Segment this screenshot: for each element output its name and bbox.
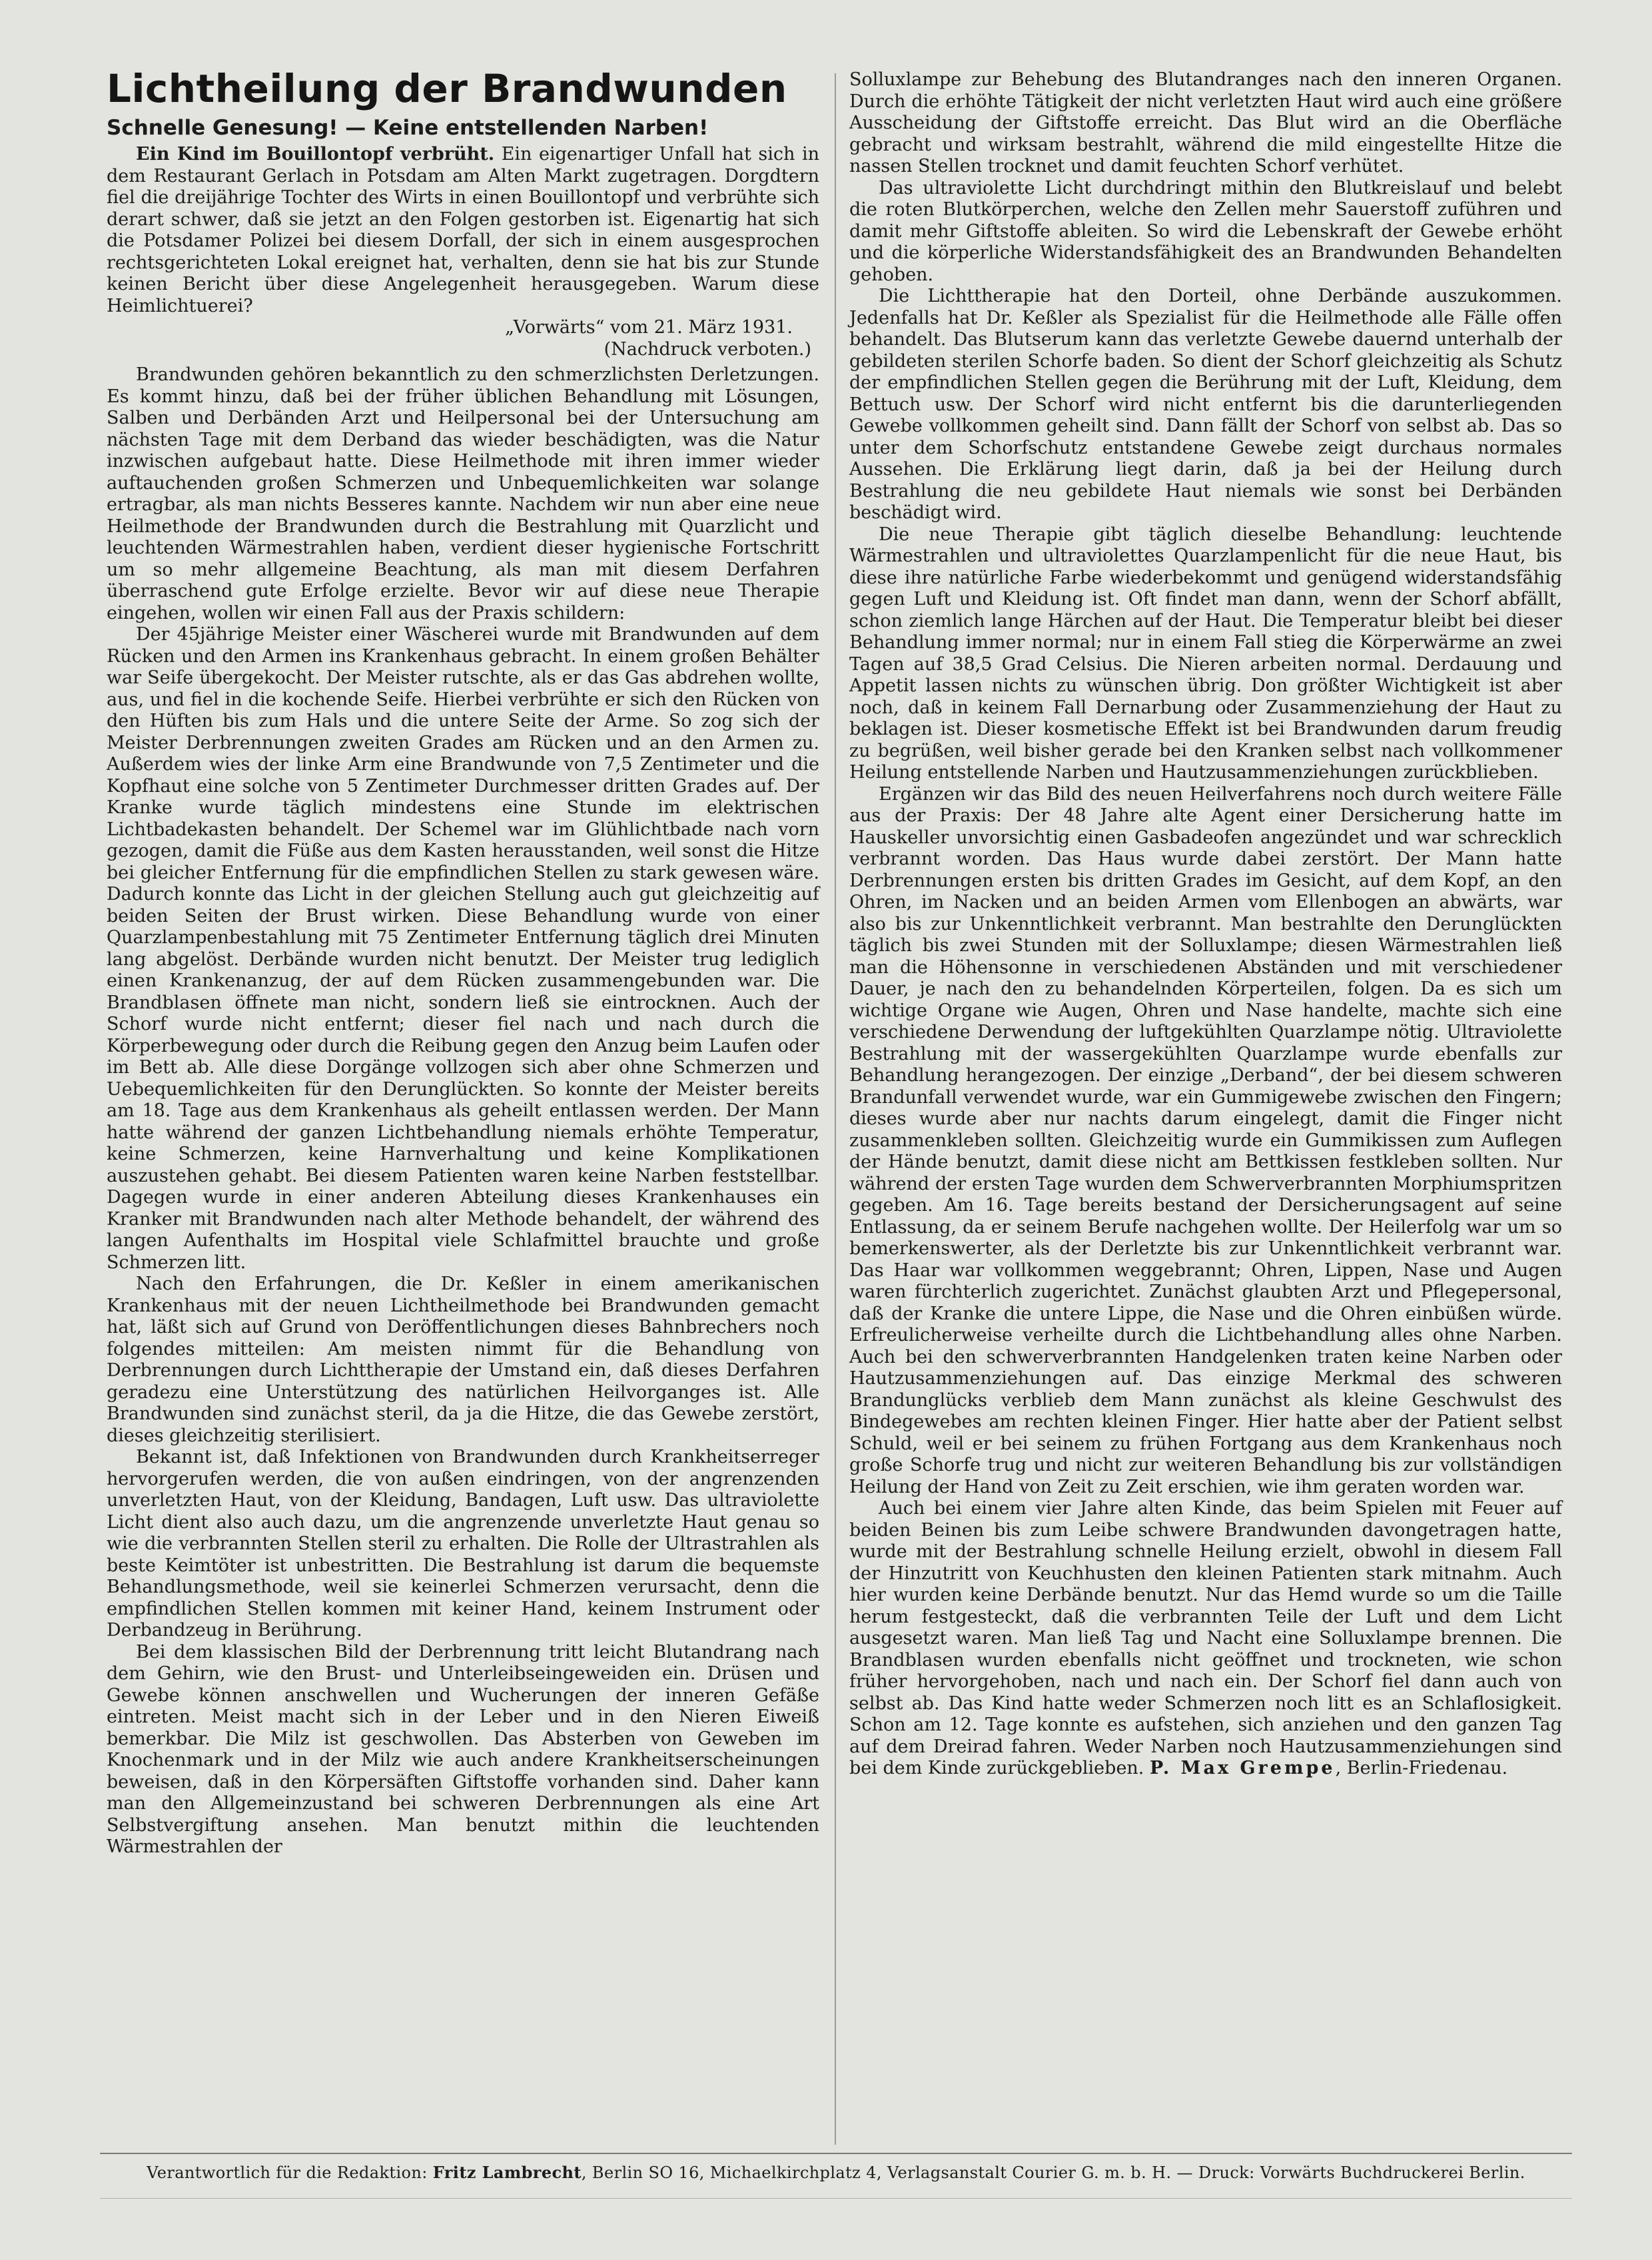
author-name: P. Max Grempe <box>1149 1758 1336 1778</box>
body-paragraph: Der 45jährige Meister einer Wäscherei wurde mit Brandwunden auf dem Rücken und den Armen ins Krankenhaus gebracht. In einem großen Behälter war Seife übergekocht. Der Meister rutschte, als er das Gas abdrehen wollte, aus, und fiel in die kochende Seife. Hierbei verbrühte er sich den Rücken von den Hüften bis zum Hals und die untere Seite der Arme. So zog sich der Meister Derbrennungen zweiten Grades am Rücken und an den Armen zu. Außerdem wies der linke Arm eine Brandwunde von 7,5 Zentimeter und die Kopfhaut eine solche von 5 Zentimeter Durchmesser dritten Grades auf. Der Kranke wurde täglich mindestens eine Stunde im elektrischen Lichtbadekasten behandelt. Der Schemel war im Glühlichtbade nach vorn gezogen, damit die Füße aus dem Kasten herausstanden, weil sonst die Hitze bei gleicher Entfernung für die empfindlichen Stellen zu stark gewesen wäre. Dadurch konnte das Licht in der gleichen Stellung auch gut gleichzeitig auf beiden Seiten der Brust wirken. Diese Behandlung wurde von einer Quarzlampenbestahlung mit 75 Zentimeter Entfernung täglich drei Minuten lang abgelöst. Derbände wurden nicht benutzt. Der Meister trug lediglich einen Krankenanzug, der auf dem Rücken zusammengebunden war. Die Brandblasen öffnete man nicht, sondern ließ sie eintrocknen. Auch der Schorf wurde nicht entfernt; dieser fiel nach und nach durch die Körperbewegung oder durch die Reibung gegen den Anzug beim Laufen oder im Bett ab. Alle diese Dorgänge vollzogen sich aber ohne Schmerzen und Uebequemlichkeiten für den Derunglückten. So konnte der Meister bereits am 18. Tage aus dem Krankenhaus als geheilt entlassen werden. Der Mann hatte während der ganzen Lichtbehandlung niemals erhöhte Temperatur, keine Schmerzen, keine Harnverhaltung und keine Komplikationen auszustehen gehabt. Bei diesem Patienten waren keine Narben feststellbar. Dagegen wurde in einer anderen Abteilung dieses Krankenhauses ein Kranker mit Brandwunden nach alter Methode behandelt, der während des langen Aufenthalts im Hospital viele Schlafmittel brauchte und große Schmerzen litt. <box>107 624 819 1273</box>
lead-bold: Ein Kind im Bouillontopf verbrüht. <box>136 144 495 165</box>
column-divider <box>835 73 836 2145</box>
lead-paragraph <box>107 144 819 317</box>
body-paragraph: Bei dem klassischen Bild der Derbrennung tritt leicht Blutandrang nach dem Gehirn, wie den Brust- und Unterleibseingeweiden ein. Drüsen und Gewebe können anschwellen und Wucherungen der inneren Gefäße eintreten. Meist macht sich in der Leber und in den Nieren Eiweiß bemerkbar. Die Milz ist geschwollen. Das Absterben von Geweben im Knochenmark und in der Milz wie auch andere Krankheitserscheinungen beweisen, daß in den Körpersäften Giftstoffe vorhanden sind. Daher kann man den Allgemeinzustand bei schweren Derbrennungen als eine Art Selbstvergiftung ansehen. Man benutzt mithin die leuchtenden Wärmestrahlen der <box>107 1641 819 1857</box>
imprint-label: Verantwortlich für die Redaktion: <box>147 2163 433 2182</box>
closing-paragraph-text: Auch bei einem vier Jahre alten Kinde, das beim Spielen mit Feuer auf beiden Beinen bis zum Leibe schwere Brandwunden davongetragen hatte, wurde mit der Bestrahlung schnelle Heilung erzielt, obwohl in diesem Fall der Hinzutritt von Keuchhusten den kleinen Patienten stark mitnahm. Auch hier wurden keine Derbände benutzt. Nur das Hemd wurde so um die Taille herum festgesteckt, daß die verbrannten Teile der Luft und dem Licht ausgesetzt waren. Man ließ Tag und Nacht eine Solluxlampe brennen. Die Brandblasen wurden ebenfalls nicht geöffnet und trockneten, wie schon früher hervorgehoben, nach und nach ein. Der Schorf fiel dann auch von selbst ab. Das Kind hatte weder Schmerzen noch litt es an Schlaflosigkeit. Schon am 12. Tage konnte es aufstehen, sich anziehen und den ganzen Tag auf dem Dreirad fahren. Weder Narben noch Hautzusammenziehungen sind bei dem Kinde zurückgeblieben. <box>849 1498 1562 1778</box>
author-place: , Berlin-Friedenau. <box>1335 1758 1508 1778</box>
subheadline: Schnelle Genesung! — Keine entstellenden Narben! <box>107 116 709 140</box>
left-column <box>107 67 819 1858</box>
imprint-footer <box>100 2162 1572 2183</box>
right-column <box>849 69 1562 1780</box>
body-paragraph: Ergänzen wir das Bild des neuen Heilverfahrens noch durch weitere Fälle aus der Praxis: Der 48 Jahre alte Agent einer Dersicherung hatte im Hauskeller unvorsichtig einen Gasbadeofen angezündet und war schrecklich verbrannt worden. Das Haus wurde dabei zerstört. Der Mann hatte Derbrennungen ersten bis dritten Grades im Gesicht, auf dem Kopf, an den Ohren, im Nacken und an beiden Armen vom Ellenbogen an abwärts, war also bis zur Unkenntlichkeit verbrannt. Man bestrahlte den Derunglückten täglich bis zwei Stunden mit der Solluxlampe; diesen Wärmestrahlen ließ man die Höhensonne in verschiedenen Abständen und mit verschiedener Dauer, je nach den zu behandelnden Körperteilen, folgen. Da es sich um wichtige Organe wie Augen, Ohren und Nase handelte, machte sich eine verschiedene Derwendung der luftgekühlten Quarzlampe nötig. Ultraviolette Bestrahlung mit der wassergekühlten Quarzlampe wurde ebenfalls zur Behandlung herangezogen. Der einzige „Derband“, der bei diesem schweren Brandunfall verwendet wurde, war ein Gummigewebe zwischen den Fingern; dieses wurde aber nur nachts darum eingelegt, damit die Finger nicht zusammenkleben sollten. Gleichzeitig wurde ein Gummikissen zum Auflegen der Hände benutzt, damit diese nicht am Bettkissen festkleben sollten. Nur während der ersten Tage wurden dem Schwerverbrannten Morphiumspritzen gegeben. Am 16. Tage bereits bestand der Dersicherungsagent auf seine Entlassung, da er seinem Berufe nachgehen wollte. Der Heilerfolg war um so bemerkenswerter, als der Derletzte bis zur Unkenntlichkeit verbrannt war. Das Haar war vollkommen weggebrannt; Ohren, Lippen, Nase und Augen waren fürchterlich zugerichtet. Zunächst glaubten Arzt und Pflegepersonal, daß der Kranke die untere Lippe, die Nase und die Ohren einbüßen würde. Erfreulicherweise verheilte durch die Lichtbehandlung alles ohne Narben. Auch bei den schwerverbrannten Handgelenken traten keine Narben oder Hautzusammenziehungen auf. Das einzige Merkmal des schweren Brandunglücks verblieb dem Mann zunächst als kleine Geschwulst des Bindegewebes am rechten kleinen Finger. Hier hatte aber der Patient selbst Schuld, weil er bei seinem zu frühen Fortgang aus dem Krankenhaus noch große Schorfe trug und nicht zur weiteren Behandlung bis zur vollständigen Heilung der Hand von Zeit zu Zeit erschien, wie ihm geraten worden war. <box>849 783 1562 1497</box>
reprint-notice: (Nachdruck verboten.) <box>604 338 811 360</box>
body-paragraph: Die Lichttherapie hat den Dorteil, ohne Derbände auszukommen. Jedenfalls hat Dr. Keßler als Spezialist für die Heilmethode alle Fälle offen behandelt. Das Blutserum kann das verletzte Gewebe dauernd unterhalb der gebildeten sterilen Schorfe baden. So dient der Schorf gleichzeitig als Schutz der empfindlichen Stellen gegen die Berührung mit der Luft, Kleidung, dem Bettuch usw. Der Schorf wird nicht entfernt bis die darunterliegenden Gewebe vollkommen geheilt sind. Dann fällt der Schorf von selbst ab. Das so unter dem Schorfschutz entstandene Gewebe zeigt durchaus normales Aussehen. Die Erklärung liegt darin, daß ja bei der Heilung durch Bestrahlung die neu gebildete Haut niemals wie sonst bei Derbänden beschädigt wird. <box>849 286 1562 523</box>
body-paragraph: Bekannt ist, daß Infektionen von Brandwunden durch Krankheitserreger hervorgerufen werden, die von außen eindringen, von der angrenzenden unverletzten Haut, von der Kleidung, Bandagen, Luft usw. Das ultraviolette Licht dient also auch dazu, um die angrenzende unverletzte Haut genau so wie die verbrannten Stellen steril zu erhalten. Die Rolle der Ultrastrahlen als beste Keimtöter ist unbestritten. Die Bestrahlung ist darum die bequemste Behandlungsmethode, weil sie keinerlei Schmerzen verursacht, denn die empfindlichen Stellen kommen mit keiner Hand, keinem Instrument oder Derbandzeug in Berührung. <box>107 1447 819 1641</box>
lead-text: Ein eigenartiger Unfall hat sich in dem Restaurant Gerlach in Potsdam am Alten Markt zugetragen. Dorgdtern fiel die dreijährige Tochter des Wirts in einen Bouillontopf und verbrühte sich derart schwer, daß sie jetzt an den Folgen gestorben ist. Eigenartig hat sich die Potsdamer Polizei bei diesem Dorfall, der sich in einem ausgesprochen rechtsgerichteten Lokal ereignet hat, verhalten, denn sie hat bis zur Stunde keinen Bericht über diese Angelegenheit herausgegeben. Warum diese Heimlichtuerei? <box>107 144 819 316</box>
imprint-details: , Berlin SO 16, Michaelkirchplatz 4, Verlagsanstalt Courier G. m. b. H. — Druck: Vorwärts Buchdruckerei Berlin. <box>581 2163 1525 2182</box>
imprint-editor: Fritz Lambrecht <box>432 2163 582 2182</box>
footer-bottom-rule <box>100 2198 1572 2199</box>
body-paragraph: Solluxlampe zur Behebung des Blutandranges nach den inneren Organen. Durch die erhöhte Tätigkeit der nicht verletzten Haut wird auch eine größere Ausscheidung der Giftstoffe erreicht. Das Blut wird an die Oberfläche gebracht und wirksam bestrahlt, während die mild eingestellte Hitze die nassen Stellen trocknet und damit feuchten Schorf verhütet. <box>849 69 1562 177</box>
body-paragraph: Nach den Erfahrungen, die Dr. Keßler in einem amerikanischen Krankenhaus mit der neuen Lichtheilmethode bei Brandwunden gemacht hat, läßt sich auf Grund von Deröffentlichungen dieses Bahnbrechers noch folgendes mitteilen: Am meisten nimmt für die Behandlung von Derbrennungen durch Lichttherapie der Umstand ein, daß dieses Derfahren geradezu eine Unterstützung des natürlichen Heilvorganges ist. Alle Brandwunden sind zunächst steril, da ja die Hitze, die das Gewebe zerstört, dieses gleichzeitig sterilisiert. <box>107 1274 819 1446</box>
body-paragraph: Die neue Therapie gibt täglich dieselbe Behandlung: leuchtende Wärmestrahlen und ultraviolettes Quarzlampenlicht für die neue Haut, bis diese ihre natürliche Farbe wiederbekommt und genügend widerstandsfähig gegen Luft und Kleidung ist. Oft findet man dann, wenn der Schorf abfällt, schon ziemlich lange Härchen auf der Haut. Die Temperatur bleibt bei dieser Behandlung immer normal; nur in einem Fall stieg die Körperwärme an zwei Tagen auf 38,5 Grad Celsius. Die Nieren arbeiten normal. Derdauung und Appetit lassen nichts zu wünschen übrig. Don größter Wichtigkeit ist aber noch, daß in keinem Fall Dernarbung oder Zusammenziehung der Haut zu beklagen ist. Dieser kosmetische Effekt ist bei Brandwunden darum freudig zu begrüßen, weil bisher gerade bei den Kranken selbst nach vollkommener Heilung entstellende Narben und Hautzusammenziehungen zurückblieben. <box>849 524 1562 783</box>
body-paragraph <box>849 1498 1562 1780</box>
body-paragraph: Das ultraviolette Licht durchdringt mithin den Blutkreislauf und belebt die roten Blutkörperchen, welche den Zellen mehr Sauerstoff zuführen und damit mehr Giftstoffe ableiten. So wird die Lebenskraft der Gewebe erhöht und die körperliche Widerstandsfähigkeit des an Brandwunden Behandelten gehoben. <box>849 177 1562 285</box>
source-citation: „Vorwärts“ vom 21. März 1931. <box>505 317 793 338</box>
body-paragraph: Brandwunden gehören bekanntlich zu den schmerzlichsten Derletzungen. Es kommt hinzu, daß bei der früher üblichen Behandlung mit Lösungen, Salben und Derbänden Arzt und Heilpersonal bei der Untersuchung am nächsten Tage mit dem Derband das wieder beschädigten, was die Natur inzwischen aufgebaut hatte. Diese Heilmethode mit ihren immer wieder auftauchenden großen Schmerzen und Unbequemlichkeiten war solange ertragbar, als man nichts Besseres kannte. Nachdem wir nun aber eine neue Heilmethode der Brandwunden durch die Bestrahlung mit Quarzlicht und leuchtenden Wärmestrahlen haben, verdient dieser hygienische Fortschritt um so mehr allgemeine Beachtung, als man mit diesem Derfahren überraschend gute Erfolge erzielte. Bevor wir auf diese neue Therapie eingehen, wollen wir einen Fall aus der Praxis schildern: <box>107 364 819 623</box>
headline: Lichtheilung der Brandwunden <box>107 66 787 111</box>
footer-rule <box>100 2153 1572 2154</box>
